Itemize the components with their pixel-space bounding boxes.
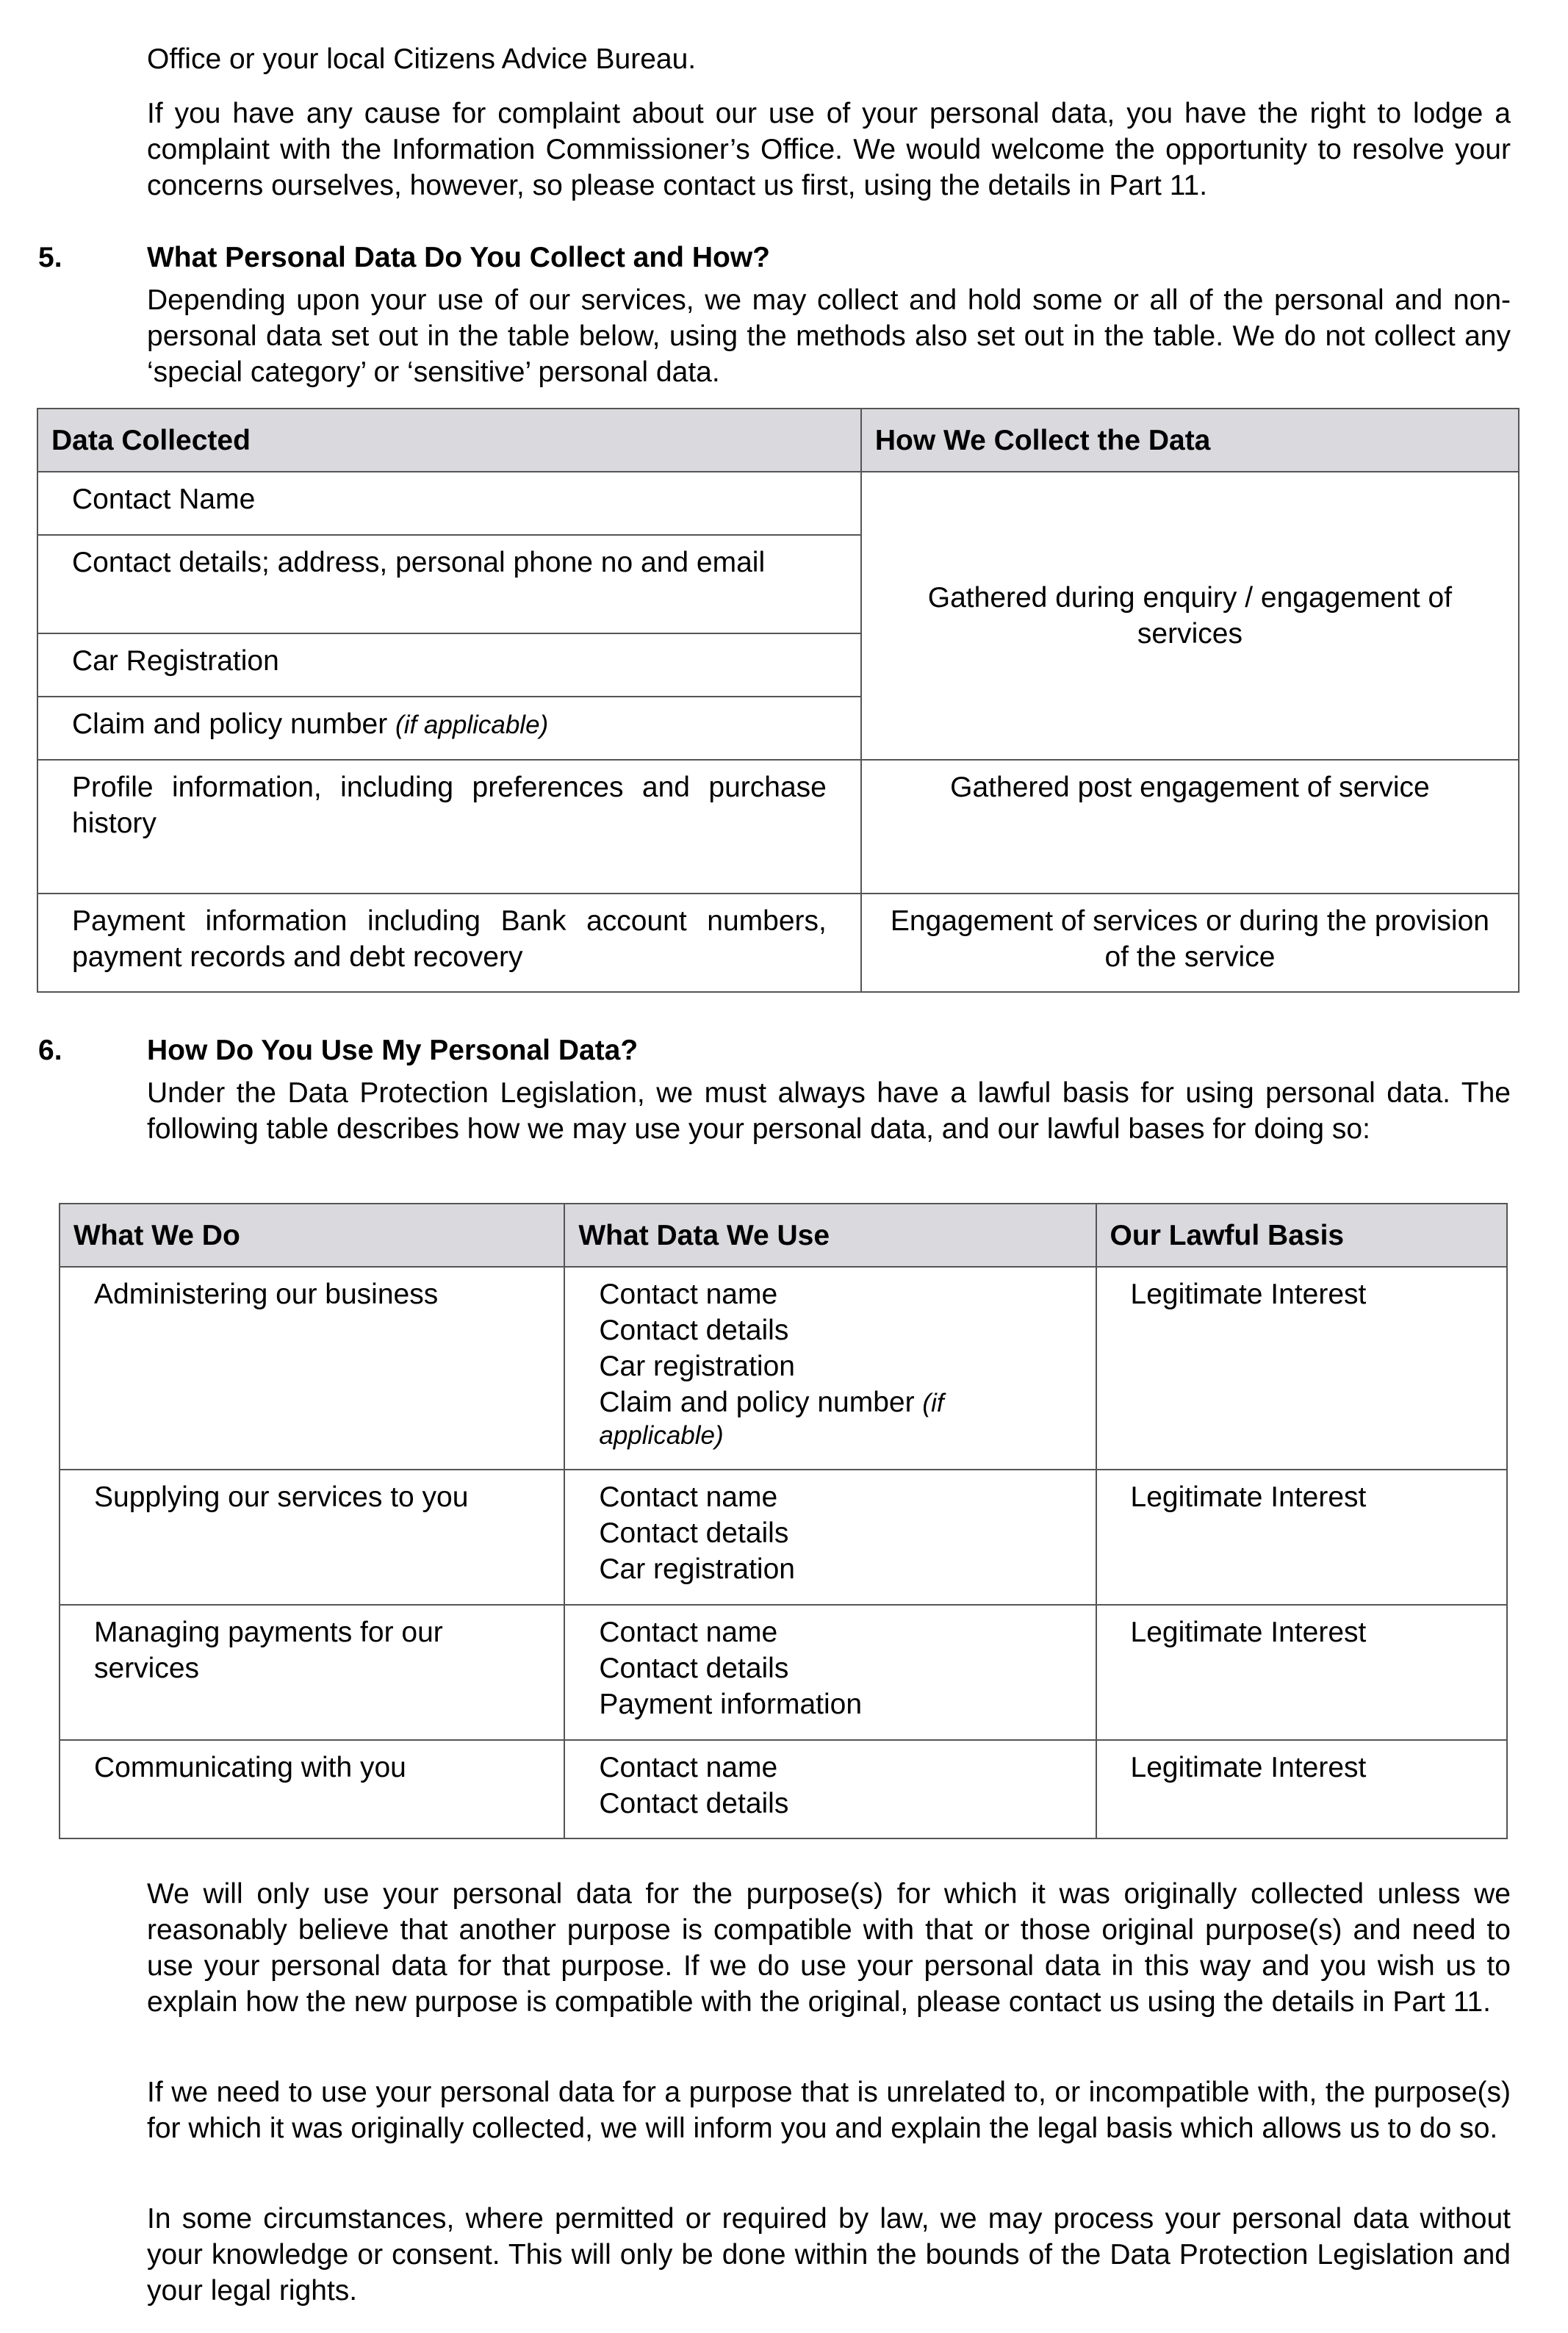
header-what-data: What Data We Use — [564, 1204, 1096, 1267]
data-item: Contact name — [599, 1752, 778, 1783]
data-item: Car registration — [599, 1553, 795, 1585]
cell-supplying-data — [564, 1470, 1096, 1605]
data-use-table — [59, 1203, 1508, 1839]
closing-text-2: If we need to use your personal data for a purpose that is unrelated to, or incompatible with, the purpose(s) for which it was originally collected, we will inform you and explain the legal basis which allows us to do so. — [147, 2077, 1511, 2144]
data-item: Contact details — [599, 1517, 789, 1549]
cell-contact-details: Contact details; address, personal phone no and email — [37, 535, 861, 633]
section-5-text: Depending upon your use of our services, we may collect and hold some or all of the personal and non-personal data set out in the table below, using the methods also set out in the table. We do not collect any ‘special category’ or ‘sensitive’ personal data. — [147, 284, 1511, 388]
data-item: Contact name — [599, 1481, 778, 1513]
table-row — [60, 1740, 1507, 1838]
section-6-heading — [38, 1032, 638, 1068]
table-row — [60, 1605, 1507, 1740]
cell-method-provision: Engagement of services or during the provision of the service — [861, 894, 1519, 992]
intro-line-text: Office or your local Citizens Advice Bureau. — [147, 43, 697, 75]
claim-policy-note: (if — [922, 1389, 944, 1417]
cell-administering-basis: Legitimate Interest — [1096, 1267, 1507, 1470]
section-6-title: How Do You Use My Personal Data? — [147, 1035, 639, 1066]
section-6-paragraph — [147, 1075, 1511, 1147]
intro-line — [147, 41, 1511, 77]
table-header-row — [37, 409, 1519, 472]
cell-communicating: Communicating with you — [60, 1740, 564, 1838]
cell-administering-data — [564, 1267, 1096, 1470]
table-row — [37, 472, 1519, 535]
table-row — [37, 894, 1519, 992]
cell-administering: Administering our business — [60, 1267, 564, 1470]
closing-paragraph-3 — [147, 2201, 1511, 2309]
cell-payments-basis: Legitimate Interest — [1096, 1605, 1507, 1740]
table-row — [60, 1267, 1507, 1470]
table-row — [37, 760, 1519, 894]
cell-contact-name: Contact Name — [37, 472, 861, 535]
cell-claim-policy — [37, 697, 861, 760]
cell-payment-information: Payment information including Bank account numbers, payment records and debt recovery — [37, 894, 861, 992]
header-data-collected: Data Collected — [37, 409, 861, 472]
section-5-title: What Personal Data Do You Collect and How? — [147, 242, 770, 273]
closing-paragraph-2 — [147, 2074, 1511, 2146]
header-lawful-basis: Our Lawful Basis — [1096, 1204, 1507, 1267]
closing-text-3: In some circumstances, where permitted or required by law, we may process your personal data without your knowledge or consent. This will only be done within the bounds of the Data Protection Legislation and your legal rights. — [147, 2203, 1511, 2307]
header-what-we-do: What We Do — [60, 1204, 564, 1267]
data-item: Car registration — [599, 1351, 795, 1382]
data-item: Contact name — [599, 1617, 778, 1648]
cell-supplying: Supplying our services to you — [60, 1470, 564, 1605]
data-item: Contact details — [599, 1315, 789, 1346]
complaint-text: If you have any cause for complaint about our use of your personal data, you have the right to lodge a complaint with the Information Commissioner’s Office. We would welcome the opportunity to resolve your concerns ourselves, however, so please contact us first, using the details in Part 11. — [147, 98, 1511, 201]
claim-policy-label: Claim and policy number — [72, 708, 388, 740]
data-item — [599, 1384, 1061, 1421]
data-collected-table — [37, 408, 1520, 993]
cell-payments-data — [564, 1605, 1096, 1740]
cell-communicating-basis: Legitimate Interest — [1096, 1740, 1507, 1838]
cell-supplying-basis: Legitimate Interest — [1096, 1470, 1507, 1605]
cell-communicating-data — [564, 1740, 1096, 1838]
closing-text-1: We will only use your personal data for the purpose(s) for which it was originally collected unless we reasonably believe that another purpose is compatible with that or those original purpose(s) and need to use your personal data for that purpose. If we do use your personal data in this way and you wish us to explain how the new purpose is compatible with the original, please contact us using the details in Part 11. — [147, 1878, 1511, 2018]
section-5-number: 5. — [38, 242, 62, 273]
section-6-text: Under the Data Protection Legislation, we must always have a lawful basis for using personal data. The following table describes how we may use your personal data, and our lawful bases for doing so: — [147, 1077, 1511, 1145]
closing-paragraph-1 — [147, 1876, 1511, 2020]
claim-policy-note: (if applicable) — [395, 711, 549, 739]
table-header-row — [60, 1204, 1507, 1267]
data-item: Payment information — [599, 1689, 863, 1720]
data-item: Contact details — [599, 1788, 789, 1819]
cell-method-post-engagement: Gathered post engagement of service — [861, 760, 1519, 894]
section-5-heading — [38, 240, 770, 276]
cell-method-enquiry: Gathered during enquiry / engagement of services — [861, 472, 1519, 760]
cell-car-registration: Car Registration — [37, 633, 861, 697]
claim-policy-label: Claim and policy number — [599, 1387, 915, 1418]
header-how-collected: How We Collect the Data — [861, 409, 1519, 472]
data-item: Contact name — [599, 1279, 778, 1310]
section-5-paragraph — [147, 282, 1511, 390]
section-6-number: 6. — [38, 1035, 62, 1066]
cell-profile-information: Profile information, including preferences and purchase history — [37, 760, 861, 894]
complaint-paragraph — [147, 96, 1511, 204]
claim-policy-note-cont: applicable) — [599, 1421, 724, 1450]
data-item: Contact details — [599, 1653, 789, 1684]
cell-payments: Managing payments for our services — [60, 1605, 564, 1740]
table-row — [60, 1470, 1507, 1605]
